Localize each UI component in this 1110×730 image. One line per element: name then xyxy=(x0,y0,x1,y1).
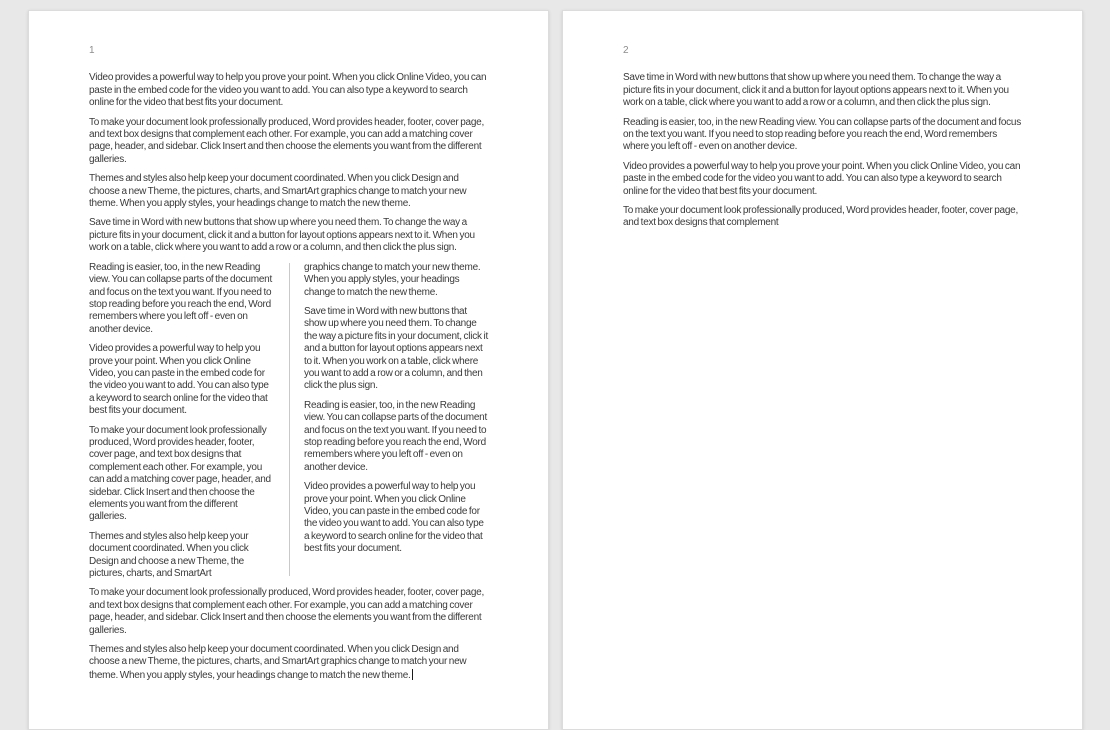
page-number: 2 xyxy=(623,45,629,56)
paragraph[interactable]: Reading is easier, too, in the new Reading view. You can collapse parts of the document and focus on the text you want. If you need to stop reading before you reach the end, Word remembers where you left off - even on another device. xyxy=(89,261,272,335)
paragraph[interactable]: Themes and styles also help keep your document coordinated. When you click Design and choose a new Theme, the pictures, charts, and SmartArt graphics change to match your new theme. When you apply styles, your headings change to match the new theme. xyxy=(89,173,467,210)
column-left[interactable] xyxy=(89,262,273,581)
paragraph[interactable]: To make your document look professionally produced, Word provides header, footer, cover page, and text box designs that complement each other. For example, you can add a matching cover page, header, and sidebar. Click Insert and then choose the elements you want from the different galleries. xyxy=(89,424,271,523)
paragraph[interactable]: To make your document look professionally produced, Word provides header, footer, cover page, and text box designs that complement each other. For example, you can add a matching cover page, header, and sidebar. Click Insert and then choose the elements you want from the different galleries. xyxy=(89,587,484,636)
paragraph[interactable]: graphics change to match your new theme. When you apply styles, your headings change to match the new theme. xyxy=(304,261,481,298)
paragraph-text[interactable]: Themes and styles also help keep your document coordinated. When you click Design and choose a new Theme, the pictures, charts, and SmartArt graphics change to match your new theme. When you apply styles, your headings change to match the new theme. xyxy=(89,644,467,681)
paragraph[interactable]: To make your document look professionally produced, Word provides header, footer, cover page, and text box designs that complement each other. For example, you can add a matching cover page, header, and sidebar. Click Insert and then choose the elements you want from the different galleries. xyxy=(89,116,484,165)
column-divider-line xyxy=(289,263,290,577)
paragraph[interactable]: Video provides a powerful way to help you prove your point. When you click Online Video, you can paste in the embed code for the video you want to add. You can also type a keyword to search online for the video that best fits your document. xyxy=(89,343,269,417)
column-right[interactable] xyxy=(304,262,488,581)
paragraph[interactable]: Save time in Word with new buttons that show up where you need them. To change the way a picture fits in your document, click it and a button for layout options appears next to it. When you work on a table, click where you want to add a row or a column, and then click the plus sign. xyxy=(623,72,1009,109)
paragraph[interactable]: Reading is easier, too, in the new Reading view. You can collapse parts of the document and focus on the text you want. If you need to stop reading before you reach the end, Word remembers where you left off - even on another device. xyxy=(623,116,1021,153)
paragraph[interactable]: Video provides a powerful way to help you prove your point. When you click Online Video, you can paste in the embed code for the video you want to add. You can also type a keyword to search online for the video that best fits your document. xyxy=(623,160,1021,197)
two-column-section xyxy=(89,262,488,581)
paragraph[interactable]: Reading is easier, too, in the new Reading view. You can collapse parts of the document and focus on the text you want. If you need to stop reading before you reach the end, Word remembers where you left off - even on another device. xyxy=(304,399,487,473)
page-1[interactable] xyxy=(28,10,549,730)
text-cursor xyxy=(412,669,413,680)
paragraph[interactable]: Save time in Word with new buttons that show up where you need them. To change the way a picture fits in your document, click it and a button for layout options appears next to it. When you work on a table, click where you want to add a row or a column, and then click the plus sign. xyxy=(304,305,488,392)
paragraph[interactable]: Themes and styles also help keep your document coordinated. When you click Design and choose a new Theme, the pictures, charts, and SmartArt xyxy=(89,530,249,580)
page-2[interactable] xyxy=(562,10,1083,730)
paragraph[interactable]: Video provides a powerful way to help you prove your point. When you click Online Video, you can paste in the embed code for the video you want to add. You can also type a keyword to search online for the video that best fits your document. xyxy=(89,72,487,109)
page-number: 1 xyxy=(89,45,95,56)
paragraph[interactable]: Save time in Word with new buttons that show up where you need them. To change the way a picture fits in your document, click it and a button for layout options appears next to it. When you work on a table, click where you want to add a row or a column, and then click the plus sign. xyxy=(89,217,475,254)
paragraph[interactable] xyxy=(89,644,488,682)
paragraph[interactable]: Video provides a powerful way to help you prove your point. When you click Online Video, you can paste in the embed code for the video you want to add. You can also type a keyword to search online for the video that best fits your document. xyxy=(304,481,484,555)
paragraph[interactable]: To make your document look professionally produced, Word provides header, footer, cover page, and text box designs that complement xyxy=(623,205,1018,229)
